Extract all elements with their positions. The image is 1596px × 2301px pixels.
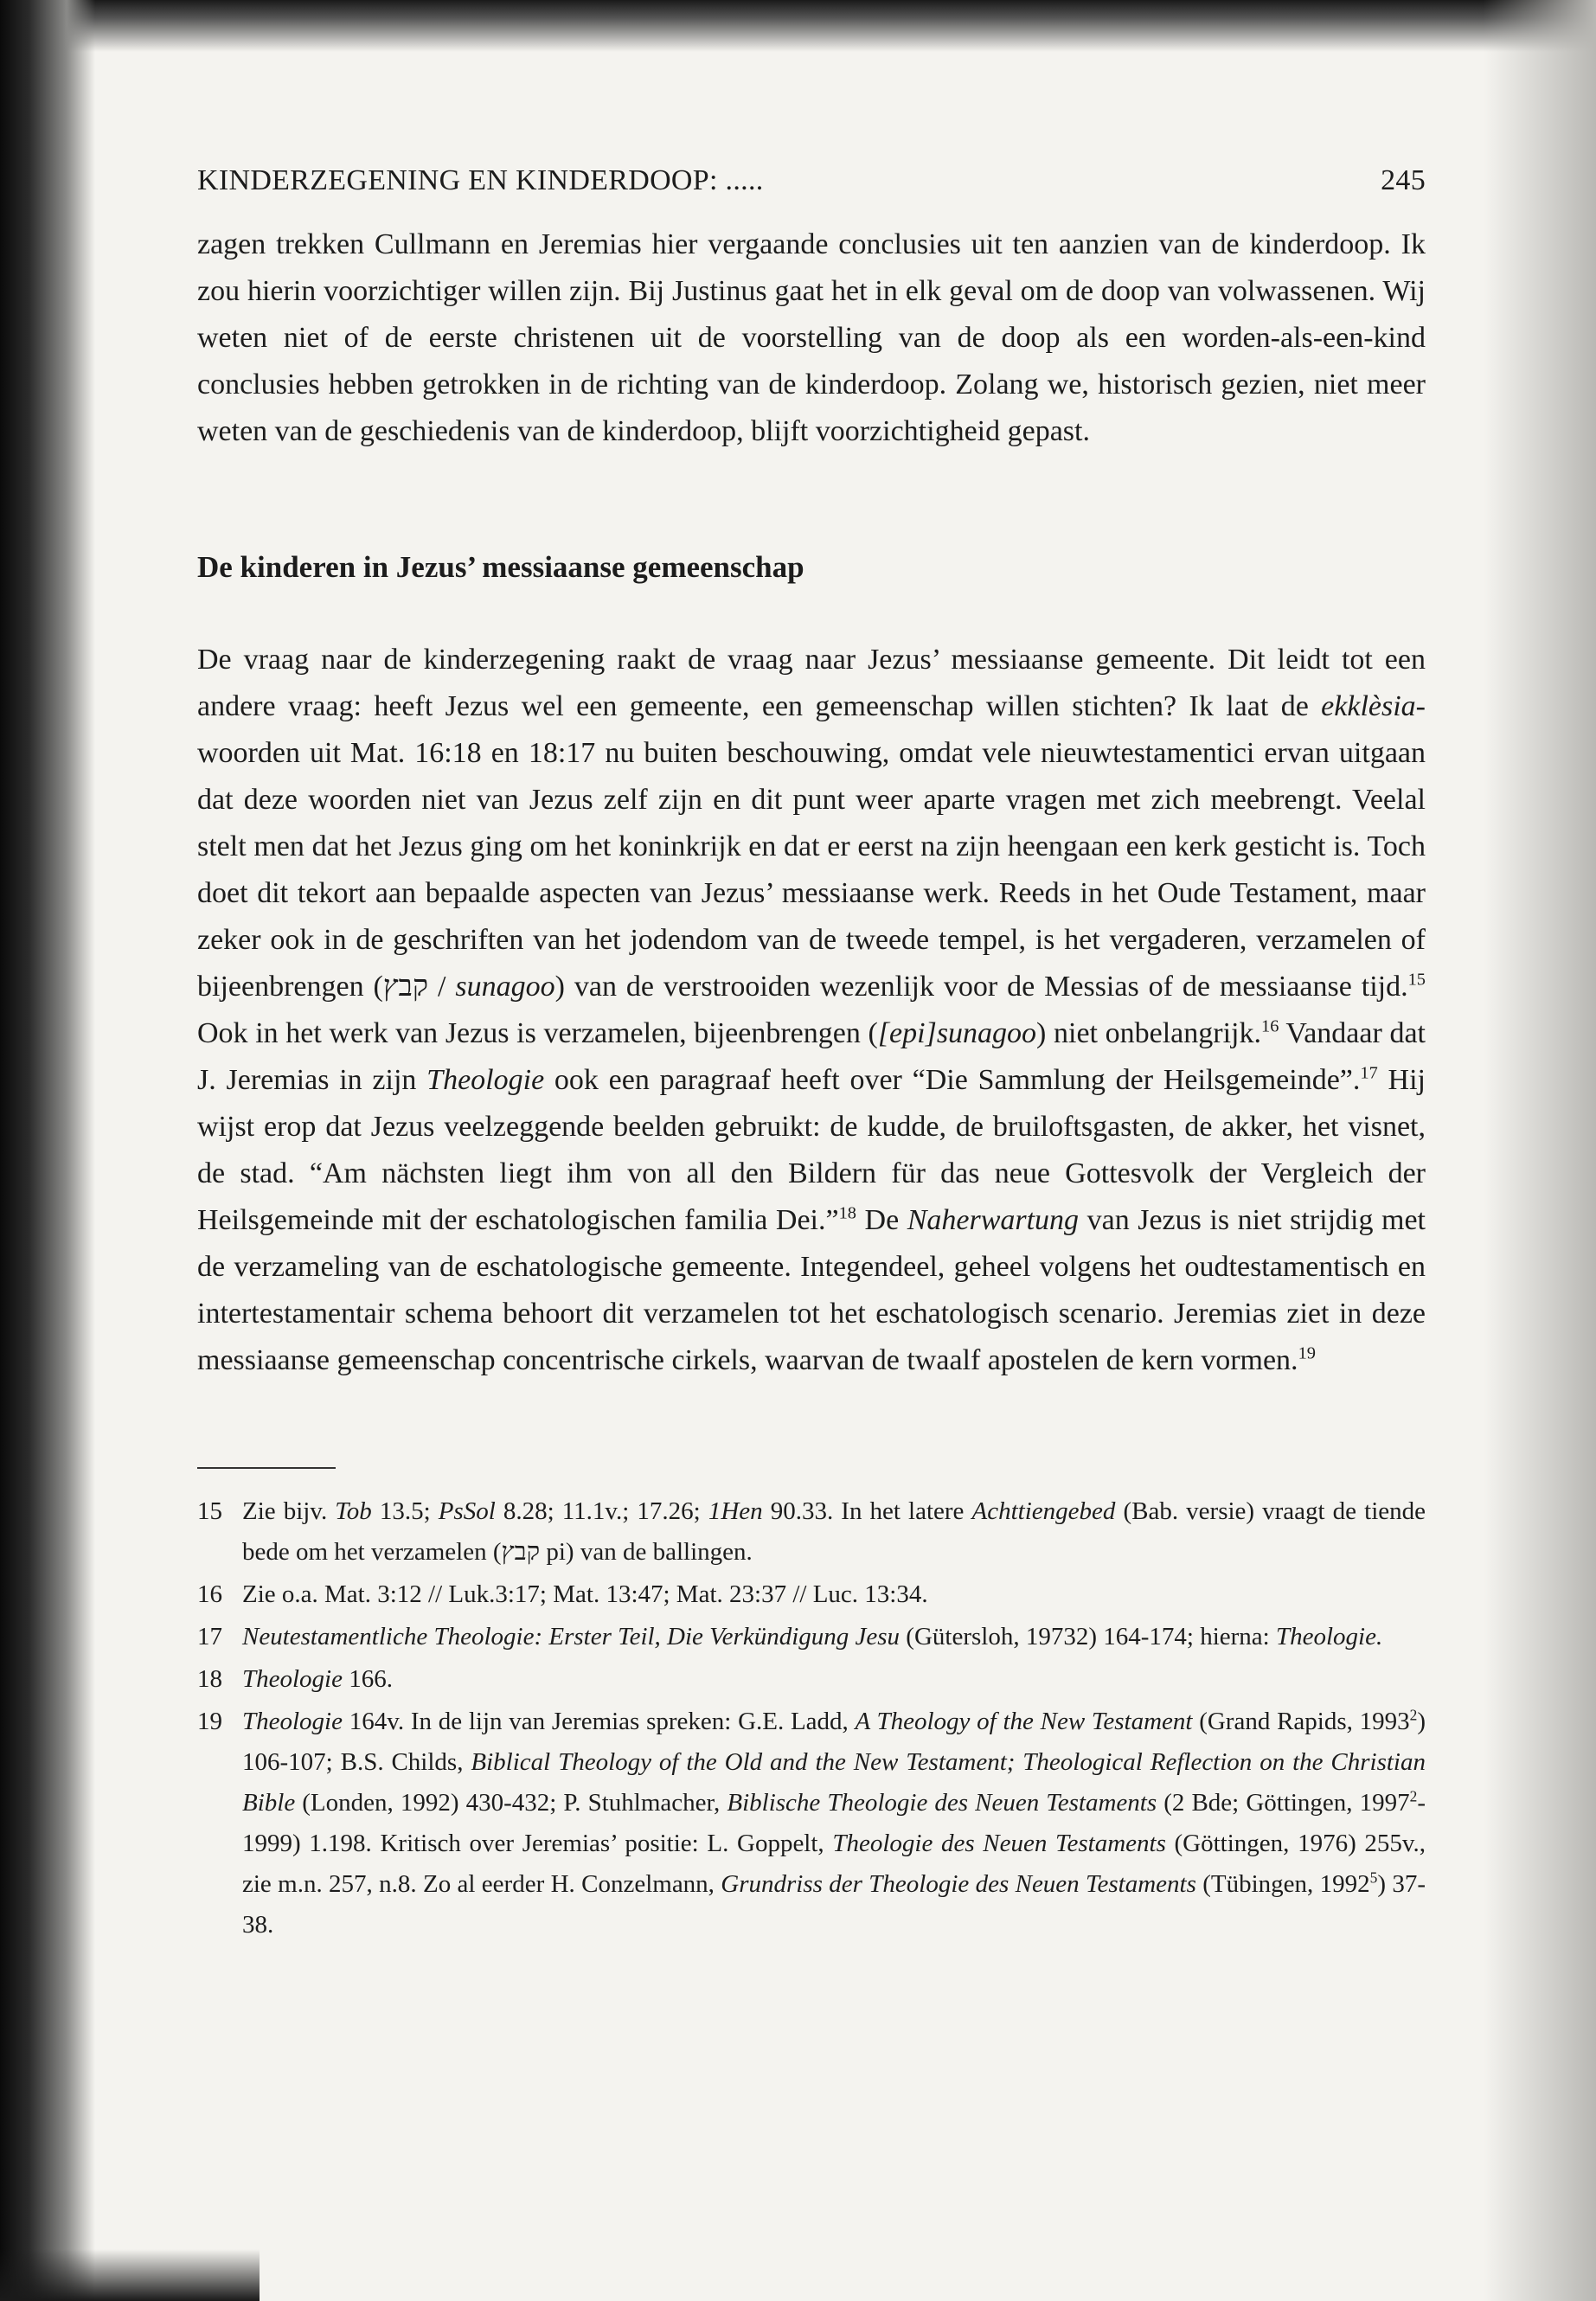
term-sunagoo: sunagoo — [455, 971, 555, 1003]
text-run: ) 106-107; B.S. Childs, — [242, 1708, 1426, 1776]
text-run: 164v. In de lijn van Jeremias spreken: G.E. Ladd, — [343, 1708, 856, 1735]
text-run: -1999) 1.198. Kritisch over Jeremias’ positie: L. Goppelt, — [242, 1789, 1426, 1857]
footnote-number: 18 — [197, 1665, 222, 1693]
text-run: ) niet onbelangrijk. — [1036, 1017, 1261, 1049]
text-run: De — [856, 1204, 907, 1236]
scan-shadow-right — [1484, 0, 1596, 2301]
footnote-ref-17[interactable]: 17 — [1360, 1063, 1378, 1083]
text-run: Biblische Theologie des Neuen Testaments — [727, 1789, 1157, 1817]
section-paragraph — [197, 637, 1426, 1384]
footnote-ref-19[interactable]: 19 — [1298, 1343, 1316, 1363]
text-run: ) van de verstrooiden wezenlijk voor de Messias of de messiaanse tijd. — [554, 971, 1408, 1003]
footnote-17 — [197, 1617, 1426, 1657]
running-title: KINDERZEGENING EN KINDERDOOP: ..... — [197, 164, 764, 196]
footnote-number: 17 — [197, 1623, 222, 1650]
footnote-19 — [197, 1702, 1426, 1945]
text-run: (Gütersloh, 19732) 164-174; hierna: — [900, 1623, 1276, 1650]
footnote-number: 15 — [197, 1497, 222, 1525]
text-run: ook een paragraaf heeft over “Die Sammlung der Heilsgemeinde”. — [544, 1064, 1361, 1096]
text-run: PsSol — [438, 1497, 496, 1525]
intro-paragraph: zagen trekken Cullmann en Jeremias hier vergaande conclusies uit ten aanzien van de kinderdoop. Ik zou hierin voorzichtiger willen zijn. Bij Justinus gaat het in elk geval om de doop van volwassenen. Wij weten niet of de eerste christenen uit de voorstelling van de doop als een worden-als-een-kind conclusies hebben getrokken in de richting van de kinderdoop. Zolang we, historisch gezien, niet meer weten van de geschiedenis van de kinderdoop, blijft voorzichtigheid gepast. — [197, 228, 1426, 447]
text-run: Biblical Theology of the Old and the New Testament; Theological Reflection on the Christian Bible — [242, 1748, 1426, 1817]
page-content — [197, 164, 1426, 1947]
superscript: 2 — [1409, 1706, 1418, 1724]
scan-shadow-bottom — [0, 2249, 260, 2301]
term-naherwartung: Naherwartung — [907, 1204, 1080, 1236]
footnote-text — [242, 1617, 1426, 1657]
footnote-divider — [197, 1467, 336, 1469]
footnote-ref-18[interactable]: 18 — [838, 1203, 856, 1223]
text-run: -woorden uit Mat. 16:18 en 18:17 nu buiten beschouwing, omdat vele nieuwtestamentici ervan uitgaan dat deze woorden niet van Jezus zelf zijn en dit punt weer aparte vragen met zich meebrengt. Veelal stelt men dat het Jezus ging om het koninkrijk en dat er eerst na zijn heengaan een kerk gesticht is. Toch doet dit tekort aan bepaalde aspecten van Jezus’ messiaanse werk. Reeds in het Oude Testament, maar zeker ook in de geschriften van het jodendom van de tweede tempel, is het vergaderen, verzamelen of bijeenbrengen ( — [197, 690, 1426, 1003]
hebrew-word: קבץ — [501, 1538, 541, 1566]
text-run: pi) van de ballingen. — [540, 1538, 753, 1566]
text-run: / — [428, 971, 456, 1003]
footnote-18 — [197, 1659, 1426, 1700]
text-run: (Tübingen, 1992 — [1195, 1870, 1370, 1898]
text-run: (2 Bde; Göttingen, 1997 — [1157, 1789, 1410, 1817]
footnote-number: 16 — [197, 1580, 222, 1608]
text-run: A Theology of the New Testament — [855, 1708, 1193, 1735]
section-heading: De kinderen in Jezus’ messiaanse gemeenschap — [197, 550, 804, 584]
term-ekklesia: ekklèsia — [1321, 690, 1416, 722]
text-run: (Göttingen, 1976) 255v., zie m.n. 257, n.8. Zo al eerder H. Conzelmann, — [242, 1830, 1426, 1898]
footnotes — [197, 1491, 1426, 1945]
text-run: Theologie des Neuen Testaments — [832, 1830, 1166, 1857]
text-run: van Jezus is niet strijdig met de verzameling van de eschatologische gemeente. Integendeel, geheel volgens het oudtestamentisch en intertestamentair schema behoort dit verzamelen tot het eschatologisch scenario. Jeremias ziet in deze messiaanse gemeenschap concentrische cirkels, waarvan de twaalf apostelen de kern vormen. — [197, 1204, 1426, 1376]
footnote-ref-16[interactable]: 16 — [1261, 1016, 1279, 1036]
text-run: Achttiengebed — [971, 1497, 1116, 1525]
text-run: 90.33. In het latere — [762, 1497, 972, 1525]
text-run: (Bab. versie) vraagt de tiende bede om het verzamelen ( — [242, 1497, 1426, 1566]
superscript: 2 — [1409, 1787, 1418, 1805]
text-run: Ook in het werk van Jezus is verzamelen, bijeenbrengen ( — [197, 1017, 878, 1049]
footnote-number: 19 — [197, 1708, 222, 1735]
text-run: (Grand Rapids, 1993 — [1192, 1708, 1410, 1735]
footnote-text — [242, 1659, 1426, 1700]
scan-shadow-top — [0, 0, 1596, 52]
body-text — [197, 221, 1426, 1384]
footnote-15 — [197, 1491, 1426, 1573]
text-run: 1Hen — [708, 1497, 763, 1525]
page-number: 245 — [1381, 164, 1426, 196]
text-run: 8.28; 11.1v.; 17.26; — [495, 1497, 708, 1525]
superscript: 5 — [1369, 1868, 1378, 1887]
text-run: 166. — [343, 1665, 393, 1693]
text-run: Theologie — [242, 1665, 343, 1693]
text-run: Neutestamentliche Theologie: Erster Teil, Die Verkündigung Jesu — [242, 1623, 901, 1650]
text-run: De vraag naar de kinderzegening raakt de vraag naar Jezus’ messiaanse gemeente. Dit leidt tot een andere vraag: heeft Jezus wel een gemeente, een gemeenschap willen stichten? Ik laat de — [197, 644, 1426, 722]
running-head — [197, 164, 1426, 197]
text-run: Theologie. — [1275, 1623, 1383, 1650]
scan-shadow-left — [0, 0, 95, 2301]
text-run: Tob — [335, 1497, 372, 1525]
text-run: ) 37-38. — [242, 1870, 1426, 1939]
text-run: (Londen, 1992) 430-432; P. Stuhlmacher, — [295, 1789, 727, 1817]
footnote-text — [242, 1491, 1426, 1573]
term-theologie: Theologie — [426, 1064, 545, 1096]
hebrew-word: קבץ — [382, 971, 429, 1003]
footnote-text — [242, 1702, 1426, 1945]
text-run: Vandaar dat J. Jeremias in zijn — [197, 1017, 1426, 1096]
footnote-16 — [197, 1574, 1426, 1615]
text-run: Hij wijst erop dat Jezus veelzeggende beelden gebruikt: de kudde, de bruiloftsgasten, de akker, het visnet, de stad. “Am nächsten liegt ihm von all den Bildern für das neue Gottesvolk der Vergleich der Heilsgemeinde mit der eschatologischen familia Dei.” — [197, 1064, 1426, 1236]
footnote-ref-15[interactable]: 15 — [1407, 970, 1426, 990]
term-episunagoo: [epi]sunagoo — [877, 1017, 1037, 1049]
footnote-text: Zie o.a. Mat. 3:12 // Luk.3:17; Mat. 13:47; Mat. 23:37 // Luc. 13:34. — [242, 1580, 928, 1608]
text-run: Theologie — [242, 1708, 343, 1735]
text-run: Grundriss der Theologie des Neuen Testaments — [721, 1870, 1196, 1898]
text-run: 13.5; — [371, 1497, 439, 1525]
text-run: Zie bijv. — [242, 1497, 336, 1525]
